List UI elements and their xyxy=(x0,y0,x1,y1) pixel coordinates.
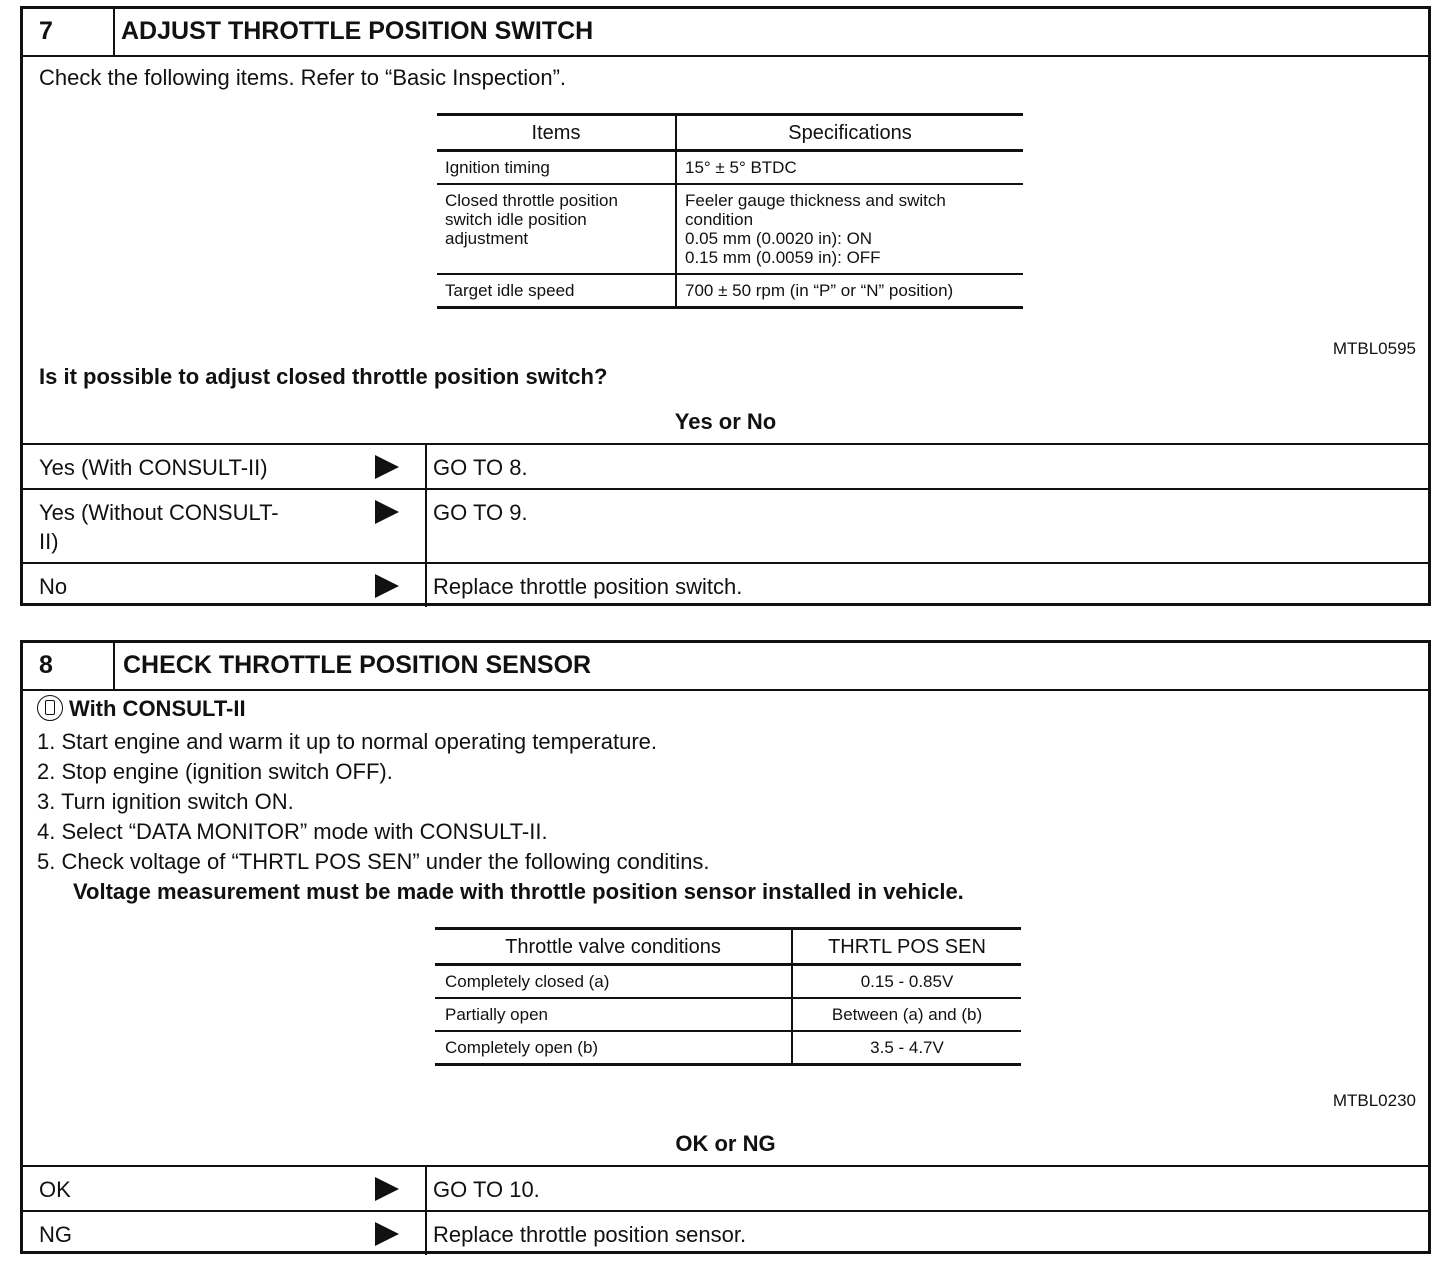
choice-label: Yes (With CONSULT-II) xyxy=(39,455,268,480)
choice-label: No xyxy=(39,574,68,599)
table-header-row xyxy=(435,929,1021,965)
choice-row xyxy=(23,1167,1428,1212)
choice-label: Yes (Without CONSULT- II) xyxy=(39,500,279,554)
choice-row xyxy=(23,1212,1428,1255)
choice-action: Replace throttle position sensor. xyxy=(425,1212,1428,1255)
choice-label: OK xyxy=(39,1177,71,1202)
column-header: Items xyxy=(437,115,676,151)
choice-action: Replace throttle position switch. xyxy=(425,564,1428,607)
step-title: CHECK THROTTLE POSITION SENSOR xyxy=(123,651,592,679)
figure-code: MTBL0595 xyxy=(1332,339,1416,358)
consult-tool-icon xyxy=(37,695,63,721)
table-cell: 0.15 - 0.85V xyxy=(860,972,954,991)
table-cell: Completely closed (a) xyxy=(435,965,792,999)
mode-label: With CONSULT-II xyxy=(69,696,246,721)
table-row xyxy=(435,965,1021,999)
voltage-note: Voltage measurement must be made with throttle position sensor installed in vehicle. xyxy=(73,879,964,904)
step-8-box xyxy=(20,640,1431,1254)
procedure-step: 1. Start engine and warm it up to normal operating temperature. xyxy=(37,729,658,754)
step-number: 8 xyxy=(23,643,115,689)
table-cell: Partially open xyxy=(435,998,792,1031)
arrow-right-icon xyxy=(375,574,399,598)
question-text: Is it possible to adjust closed throttle position switch? xyxy=(39,364,608,389)
spec-table xyxy=(437,113,1023,309)
table-row xyxy=(437,184,1023,274)
table-header-row xyxy=(437,115,1023,151)
step-number: 7 xyxy=(23,9,115,55)
choice-list xyxy=(23,443,1428,607)
procedure-steps xyxy=(37,727,710,877)
voltage-table xyxy=(435,927,1021,1066)
table-cell: 15° ± 5° BTDC xyxy=(685,158,797,177)
intro-text: Check the following items. Refer to “Basic Inspection”. xyxy=(39,65,567,90)
table-cell: Feeler gauge thickness and switch condition 0.05 mm (0.0020 in): ON 0.15 mm (0.0059 in): OFF xyxy=(685,191,946,267)
table-row xyxy=(435,998,1021,1031)
column-header: Throttle valve conditions xyxy=(435,929,792,965)
choice-list xyxy=(23,1165,1428,1255)
answer-label: Yes or No xyxy=(674,409,777,434)
arrow-right-icon xyxy=(375,1177,399,1201)
step-7-box xyxy=(20,6,1431,606)
table-row xyxy=(437,151,1023,185)
choice-row xyxy=(23,490,1428,564)
arrow-right-icon xyxy=(375,500,399,524)
arrow-right-icon xyxy=(375,455,399,479)
step-7-header xyxy=(23,9,1428,57)
column-header: THRTL POS SEN xyxy=(828,936,986,958)
table-cell: 3.5 - 4.7V xyxy=(870,1038,944,1057)
choice-action: GO TO 10. xyxy=(425,1167,1428,1210)
mode-heading xyxy=(37,695,246,722)
step-title: ADJUST THROTTLE POSITION SWITCH xyxy=(121,17,594,45)
table-cell: Target idle speed xyxy=(437,274,676,308)
table-cell: Ignition timing xyxy=(437,151,676,185)
choice-row xyxy=(23,445,1428,490)
table-row xyxy=(435,1031,1021,1065)
arrow-right-icon xyxy=(375,1222,399,1246)
table-cell: Closed throttle position switch idle position adjustment xyxy=(437,184,676,274)
table-cell: 700 ± 50 rpm (in “P” or “N” position) xyxy=(685,281,954,300)
choice-row xyxy=(23,564,1428,607)
step-8-header xyxy=(23,643,1428,691)
answer-label: OK or NG xyxy=(675,1131,776,1156)
procedure-step: 5. Check voltage of “THRTL POS SEN” under the following conditins. xyxy=(37,849,710,874)
column-header: Specifications xyxy=(788,122,912,144)
table-row xyxy=(437,274,1023,308)
choice-action: GO TO 8. xyxy=(425,445,1428,488)
choice-label: NG xyxy=(39,1222,72,1247)
choice-action: GO TO 9. xyxy=(425,490,1428,562)
procedure-step: 4. Select “DATA MONITOR” mode with CONSULT-II. xyxy=(37,819,548,844)
table-cell: Between (a) and (b) xyxy=(831,1005,983,1024)
procedure-step: 3. Turn ignition switch ON. xyxy=(37,789,294,814)
table-cell: Completely open (b) xyxy=(435,1031,792,1065)
procedure-step: 2. Stop engine (ignition switch OFF). xyxy=(37,759,393,784)
figure-code: MTBL0230 xyxy=(1332,1091,1416,1110)
